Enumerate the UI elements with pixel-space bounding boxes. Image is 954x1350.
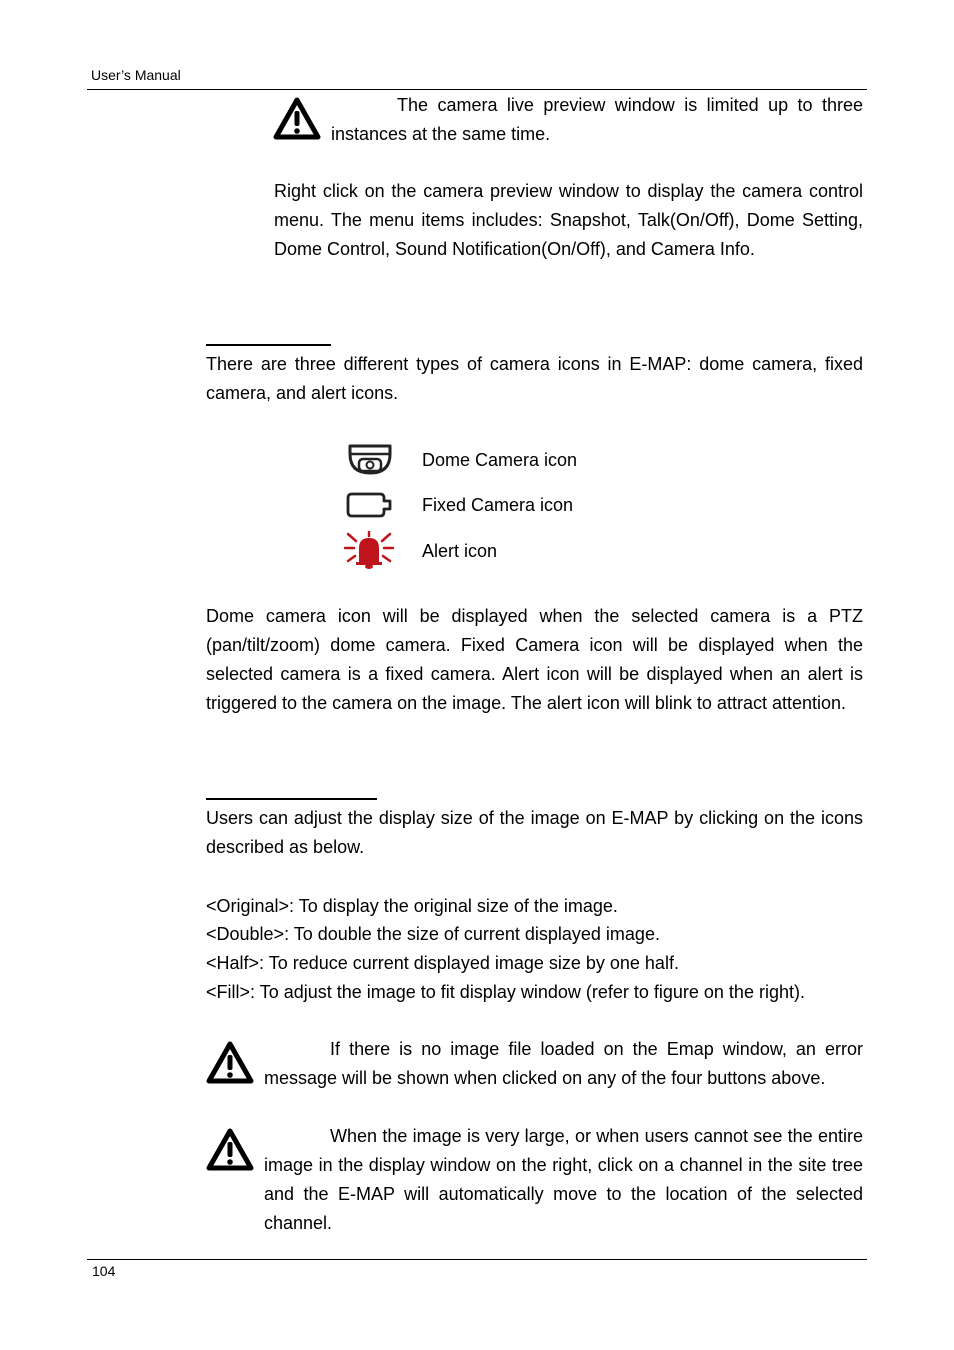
warning-icon (206, 1128, 254, 1172)
note-preview-limit: The camera live preview window is limited up to three instances at the same time. (331, 95, 863, 144)
fixed-camera-icon (346, 492, 394, 518)
header-rule (87, 89, 867, 90)
size-option-half: <Half>: To reduce current displayed image size by one half. (206, 953, 679, 973)
page-number: 104 (92, 1263, 116, 1279)
warning-icon (273, 97, 321, 141)
warning-icon (206, 1041, 254, 1085)
note-no-image: If there is no image file loaded on the Emap window, an error message will be shown when clicked on any of the four buttons above. (264, 1039, 863, 1088)
paragraph-display-size: Users can adjust the display size of the image on E-MAP by clicking on the icons described as below. (206, 808, 863, 857)
icon-label-dome: Dome Camera icon (422, 450, 578, 470)
section-heading-underline (206, 798, 377, 800)
icon-label-alert: Alert icon (422, 541, 498, 561)
alert-icon (344, 531, 394, 569)
header-title: User’s Manual (91, 67, 181, 83)
footer-rule (87, 1259, 867, 1260)
icon-label-fixed: Fixed Camera icon (422, 495, 574, 515)
paragraph-right-click: Right click on the camera preview window to display the camera control menu. The menu items includes: Snapshot, Talk(On/Off), Dome Setting, Dome Control, Sound Notification(On/Off), and Camera Info. (274, 181, 863, 259)
paragraph-icon-description: Dome camera icon will be displayed when the selected camera is a PTZ (pan/tilt/zoom) dome camera. Fixed Camera icon will be displayed when the selected camera is a fixed camera. Alert icon will be displayed when an alert is triggered to the camera on the image. The alert icon will blink to attract attention. (206, 606, 863, 713)
dome-camera-icon (346, 442, 394, 478)
size-option-original: <Original>: To display the original size of the image. (206, 896, 618, 916)
paragraph-icon-types: There are three different types of camera icons in E-MAP: dome camera, fixed camera, and alert icons. (206, 354, 863, 403)
size-option-fill: <Fill>: To adjust the image to fit display window (refer to figure on the right). (206, 982, 805, 1002)
section-heading-underline (206, 344, 331, 346)
size-option-double: <Double>: To double the size of current displayed image. (206, 924, 660, 944)
note-large-image: When the image is very large, or when users cannot see the entire image in the display window on the right, click on a channel in the site tree and the E-MAP will automatically move to the location of the selected channel. (264, 1126, 863, 1233)
